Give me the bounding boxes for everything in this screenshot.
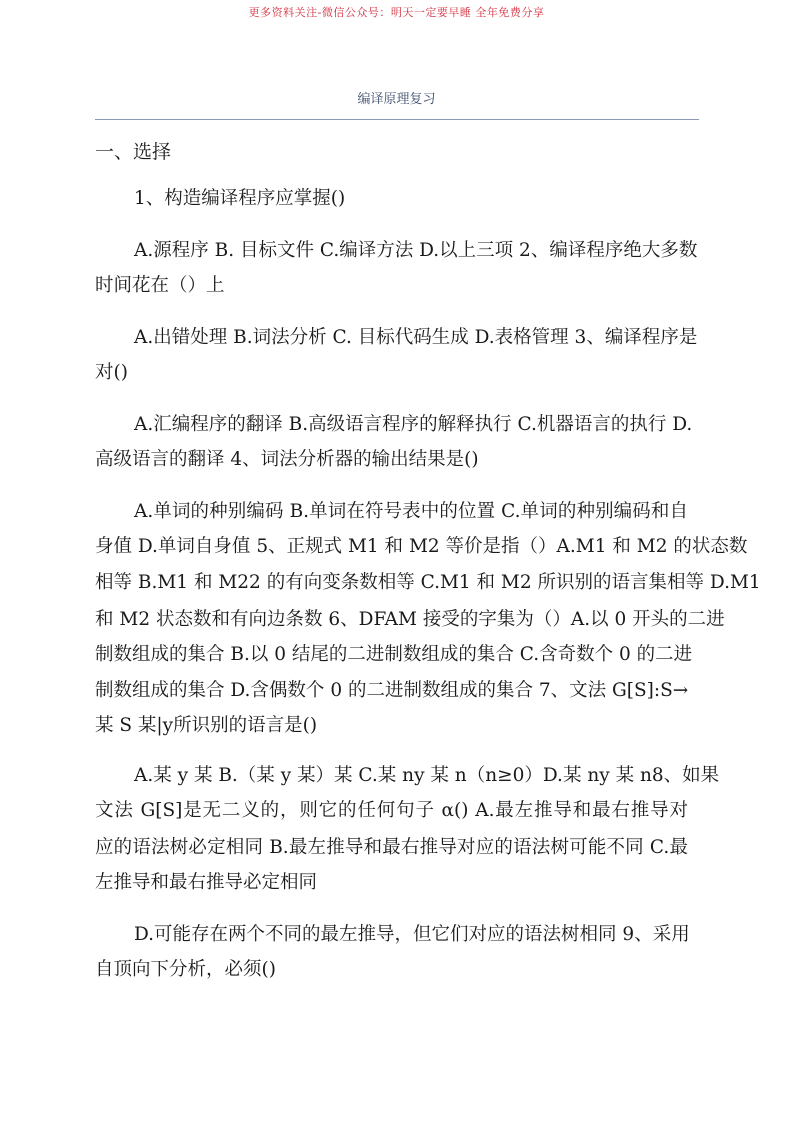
paragraph-line: A.汇编程序的翻译 B.高级语言程序的解释执行 C.机器语言的执行 D. [134,414,693,435]
paragraph-line: A.单词的种别编码 B.单词在符号表中的位置 C.单词的种别编码和自 [134,501,688,522]
paragraph-line: D.可能存在两个不同的最左推导，但它们对应的语法树相同 9、采用 [134,924,690,945]
document-title: 编译原理复习 [357,92,436,107]
paragraph-line: A.源程序 B. 目标文件 C.编译方法 D.以上三项 2、编译程序绝大多数 [134,240,698,261]
paragraph-line: 对() [95,362,128,383]
paragraph-line: 左推导和最右推导必定相同 [95,872,318,893]
paragraph-line: 制数组成的集合 B.以 0 结尾的二进制数组成的集合 C.含奇数个 0 的二进 [95,644,693,665]
paragraph-line: 文法 G[S]是无二义的，则它的任何句子 α() A.最左推导和最右推导对 [95,800,688,821]
paragraph-line: 制数组成的集合 D.含偶数个 0 的二进制数组成的集合 7、文法 G[S]:S→ [95,680,689,701]
paragraph-line: A.出错处理 B.词法分析 C. 目标代码生成 D.表格管理 3、编译程序是 [134,327,698,348]
question-1: 1、构造编译程序应掌握() [134,188,346,209]
paragraph-line: 身值 D.单词自身值 5、正规式 M1 和 M2 等价是指（）A.M1 和 M2 的状态数 [95,536,748,557]
paragraph-line: 自顶向下分析，必须() [95,959,276,980]
paragraph-line: 相等 B.M1 和 M22 的有向变条数相等 C.M1 和 M2 所识别的语言集相等 D.M1 [95,572,761,593]
paragraph-line: 时间花在（）上 [95,275,225,296]
header-banner: 更多资料关注-微信公众号：明天一定要早睡 全年免费分享 [248,6,545,19]
paragraph-line: 某 S 某|y所识别的语言是() [95,715,318,736]
paragraph-line: 高级语言的翻译 4、词法分析器的输出结果是() [95,449,479,470]
paragraph-line: 应的语法树必定相同 B.最左推导和最右推导对应的语法树可能不同 C.最 [95,837,688,858]
section-heading: 一、选择 [95,141,172,163]
header-divider [95,119,699,120]
paragraph-line: 和 M2 状态数和有向边条数 6、DFAM 接受的字集为（）A.以 0 开头的二进 [95,609,725,630]
paragraph-line: A.某 y 某 B.（某 y 某）某 C.某 ny 某 n（n≥0）D.某 ny 某 n8、如果 [134,765,720,786]
